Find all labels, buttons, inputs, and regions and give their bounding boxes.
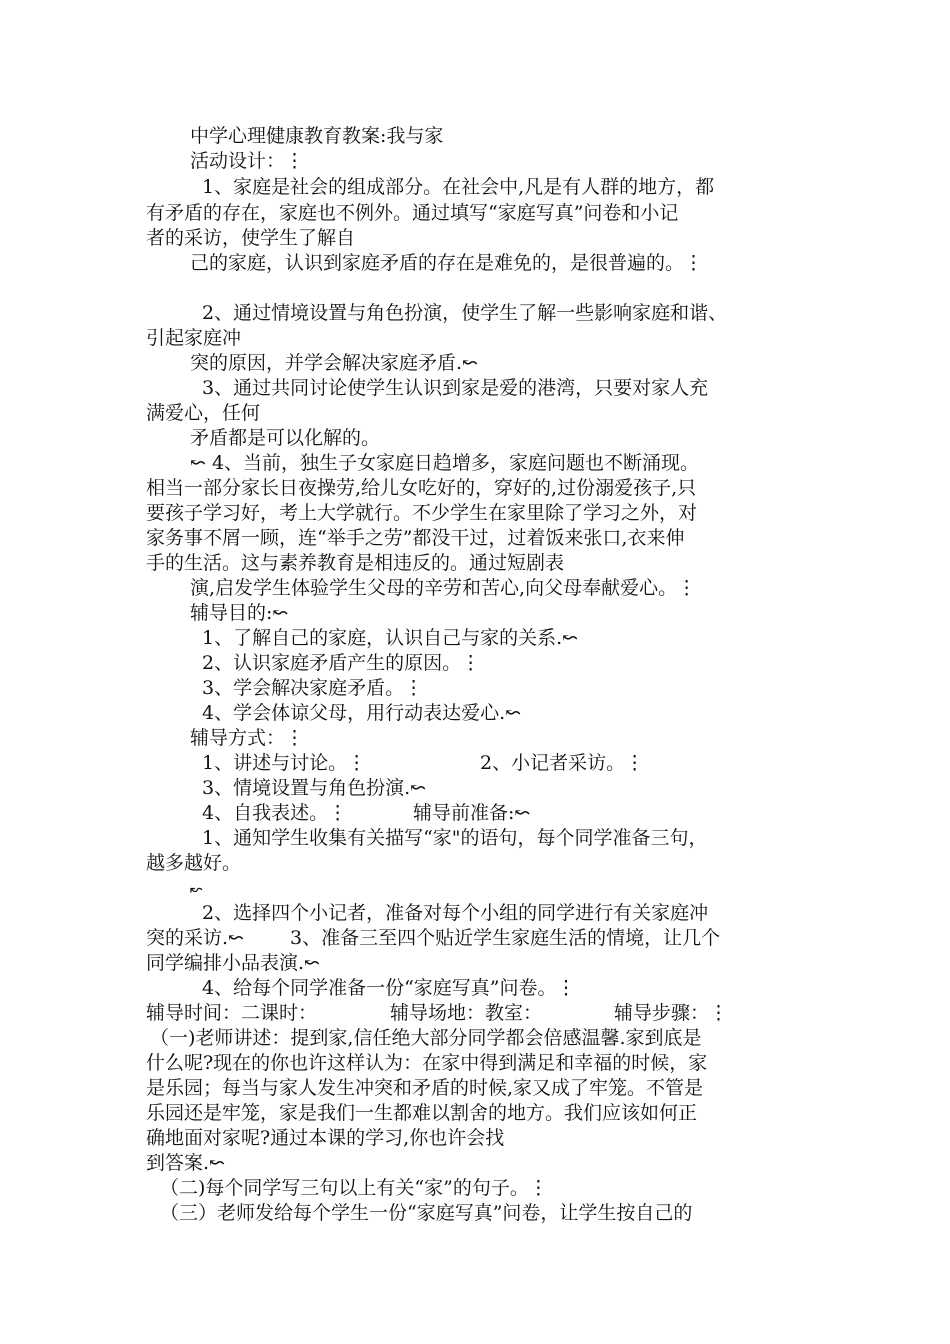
- text-line: 满爱心，任何: [146, 402, 261, 424]
- text-line: 引起家庭冲: [146, 327, 242, 349]
- section-heading: 辅导目的:↜: [190, 602, 289, 624]
- list-item: 3、情境设置与角色扮演.↜: [202, 777, 427, 799]
- list-item: 1、讲述与讨论。⋮: [202, 752, 367, 774]
- info-field: 辅导场地：教室：: [390, 1002, 543, 1024]
- text-line: （二)每个同学写三句以上有关“家”的句子。⋮: [160, 1177, 548, 1199]
- text-line: 矛盾都是可以化解的。: [190, 427, 381, 449]
- text-line: 要孩子学习好，考上大学就行。不少学生在家里除了学习之外，对: [146, 502, 698, 524]
- list-item: 2、认识家庭矛盾产生的原因。⋮: [202, 652, 481, 674]
- text-line: 相当一部分家长日夜操劳,给儿女吃好的，穿好的,过份溺爱孩子,只: [146, 477, 697, 499]
- text-line: 乐园还是牢笼，家是我们一生都难以割舍的地方。我们应该如何正: [146, 1102, 698, 1124]
- text-line: （三）老师发给每个学生一份“家庭写真”问卷，让学生按自己的: [160, 1202, 693, 1224]
- text-line: 突的采访.↜: [146, 927, 244, 949]
- list-item: 2、选择四个小记者，准备对每个小组的同学进行有关家庭冲: [202, 902, 709, 924]
- text-line: 家务事不屑一顾，连“举手之劳”都没干过，过着饭来张口,衣来伸: [146, 527, 685, 549]
- section-heading: 活动设计：⋮: [190, 150, 305, 172]
- list-item: 3、学会解决家庭矛盾。⋮: [202, 677, 424, 699]
- text-line: 者的采访，使学生了解自: [146, 227, 356, 249]
- text-line: 什么呢?现在的你也许这样认为：在家中得到满足和幸福的时候，家: [146, 1052, 708, 1074]
- text-line: 确地面对家呢?通过本课的学习,你也许会找: [146, 1127, 505, 1149]
- list-item: 1、通知学生收集有关描写“家"的语句，每个同学准备三句，: [202, 827, 708, 849]
- text-line: 1、家庭是社会的组成部分。在社会中,凡是有人群的地方，都: [202, 176, 715, 198]
- text-line: 手的生活。这与素养教育是相违反的。通过短剧表: [146, 552, 565, 574]
- section-heading: 辅导方式：⋮: [190, 727, 305, 749]
- text-line: 同学编排小品表演.↜: [146, 952, 320, 974]
- info-field: 辅导时间：二课时：: [146, 1002, 318, 1024]
- list-item: 4、自我表述。⋮: [202, 802, 348, 824]
- text-line: （一)老师讲述：提到家,信任绝大部分同学都会倍感温馨.家到底是: [150, 1027, 702, 1049]
- list-item: 4、给每个同学准备一份“家庭写真”问卷。⋮: [202, 977, 576, 999]
- list-item: 2、小记者采访。⋮: [480, 752, 645, 774]
- text-line: 突的原因，并学会解决家庭矛盾.↜: [190, 352, 478, 374]
- section-heading: 辅导前准备:↜: [413, 802, 531, 824]
- text-line: 演,启发学生体验学生父母的辛劳和苦心,向父母奉献爱心。⋮: [190, 577, 697, 599]
- text-line: ↜ 4、当前，独生子女家庭日趋增多，家庭问题也不断涌现。: [190, 452, 700, 474]
- text-line: 到答案.↜: [146, 1152, 225, 1174]
- info-field: 辅导步骤：⋮: [614, 1002, 729, 1024]
- text-line: 己的家庭，认识到家庭矛盾的存在是难免的，是很普遍的。⋮: [190, 252, 704, 274]
- list-item: 4、学会体谅父母，用行动表达爱心.↜: [202, 702, 522, 724]
- paragraph-mark: ↜: [190, 880, 203, 898]
- list-item: 3、准备三至四个贴近学生家庭生活的情境，让几个: [290, 927, 721, 949]
- doc-title: 中学心理健康教育教案:我与家: [190, 125, 444, 147]
- text-line: 是乐园；每当与家人发生冲突和矛盾的时候,家又成了牢笼。不管是: [146, 1077, 704, 1099]
- text-line: 2、通过情境设置与角色扮演，使学生了解一些影响家庭和谐、: [202, 302, 728, 324]
- text-line: 有矛盾的存在，家庭也不例外。通过填写“家庭写真”问卷和小记: [146, 202, 679, 224]
- list-item: 1、了解自己的家庭，认识自己与家的关系.↜: [202, 627, 579, 649]
- text-line: 3、通过共同讨论使学生认识到家是爱的港湾，只要对家人充: [202, 377, 709, 399]
- text-line: 越多越好。: [146, 852, 242, 874]
